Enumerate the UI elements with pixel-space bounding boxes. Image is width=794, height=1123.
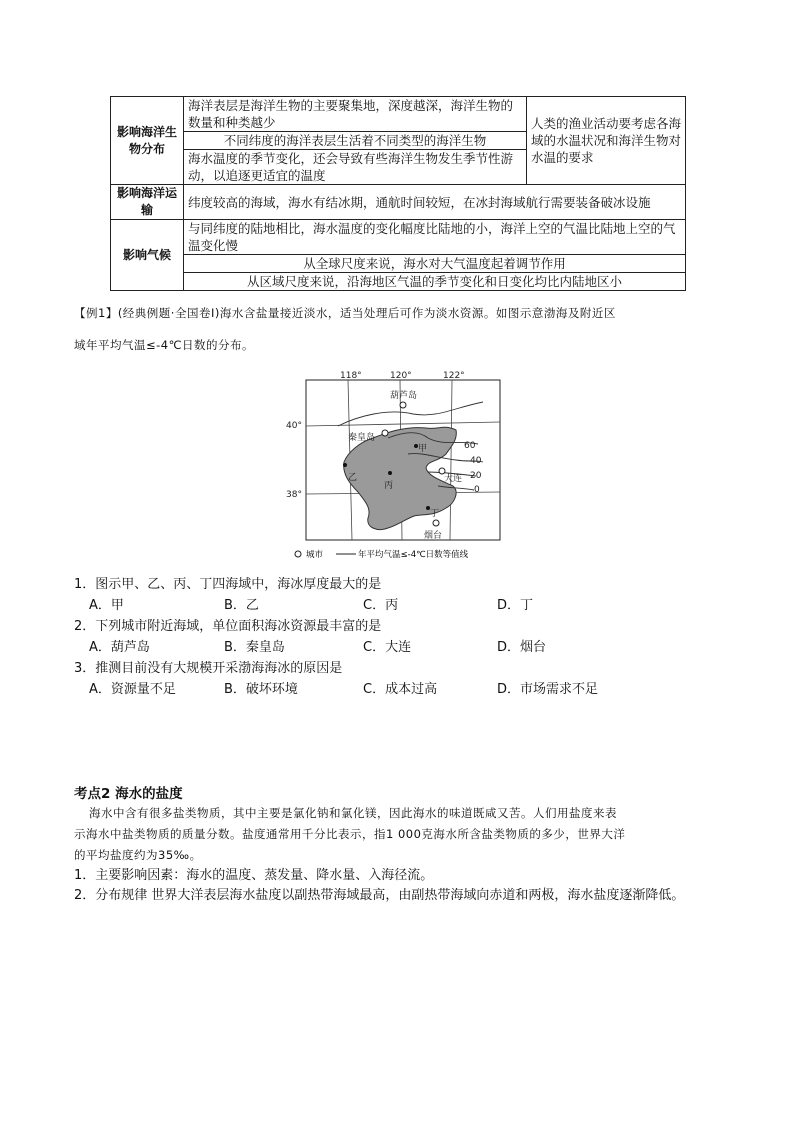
option: D．丁 [497,598,534,613]
option: C．大连 [363,640,412,655]
table-row [111,220,686,255]
city-label: 葫芦岛 [390,391,418,401]
option: D．市场需求不足 [497,682,599,697]
option: C．成本过高 [363,682,438,697]
lon-label: 118° [340,371,362,381]
table-cell: 与同纬度的陆地相比，海水温度的变化幅度比陆地的小，海洋上空的气温比陆地上空的气温变化慢 [184,220,686,255]
point-label: 乙 [348,473,358,483]
lon-label: 122° [443,371,465,381]
row-head-transport: 影响海洋运输 [111,185,184,220]
isoline-label: 20 [470,471,482,481]
option: C．丙 [363,598,399,613]
isoline-label: 0 [474,485,480,495]
section-paragraph: 示海水中盐类物质的质量分数。盐度通常用千分比表示，指1 000克海水所含盐类物质的多少，世界大洋 [74,827,626,841]
question-stem: 2．下列城市附近海域，单位面积海冰资源最丰富的是 [74,619,382,634]
option: B．破坏环境 [224,682,298,697]
isoline-label: 40 [470,456,482,466]
example-line1: 【例1】(经典例题·全国卷Ⅰ)海水含盐量接近淡水，适当处理后可作为淡水资源。如图示意渤海及附近区 [74,306,616,320]
table-cell: 从区域尺度来说，沿海地区气温的季节变化和日变化均比内陆地区小 [184,273,686,291]
legend-isoline: 年平均气温≤-4℃日数等值线 [358,550,469,560]
city-label: 烟台 [424,531,443,541]
point-label: 甲 [418,444,428,454]
question-stem: 3．推测目前没有大规模开采渤海海冰的原因是 [74,661,343,676]
table-row [111,185,686,220]
section-paragraph: 的平均盐度约为35‰。 [74,848,202,862]
isoline-label: 60 [464,441,476,451]
ocean-effects-table [110,96,686,291]
table-cell: 海水温度的季节变化，还会导致有些海洋生物发生季节性游动，以追逐更适宜的温度 [184,150,527,185]
option: D．烟台 [497,640,547,655]
lat-label: 38° [286,490,302,500]
section-paragraph: 海水中含有很多盐类物质，其中主要是氯化钠和氯化镁，因此海水的味道既咸又苦。人们用盐度来表 [89,806,617,820]
table-cell: 纬度较高的海域，海水有结冰期，通航时间较短，在冰封海域航行需要装备破冰设施 [184,185,686,220]
option: A．葫芦岛 [89,640,150,655]
table-row [111,97,686,132]
table-cell: 海洋表层是海洋生物的主要聚集地，深度越深，海洋生物的数量和种类越少 [184,97,527,132]
option: A．资源量不足 [89,682,176,697]
section-item: 1．主要影响因素：海水的温度、蒸发量、降水量、入海径流。 [74,868,434,883]
bohai-map [278,368,508,563]
city-label: 大连 [444,474,463,484]
lat-label: 40° [286,421,302,431]
table-cell: 不同纬度的海洋表层生活着不同类型的海洋生物 [184,132,527,150]
point-label: 丁 [430,509,440,519]
example-line2: 域年平均气温≤-4℃日数的分布。 [74,338,255,352]
option: A．甲 [89,598,124,613]
row-head-biology: 影响海洋生物分布 [111,97,184,185]
lon-label: 120° [390,371,412,381]
row-head-climate: 影响气候 [111,220,184,291]
table-row [111,255,686,273]
section-item: 2．分布规律 世界大洋表层海水盐度以副热带海域最高，由副热带海域向赤道和两极，海水盐度逐渐降低。 [74,888,685,903]
section-title: 考点2 海水的盐度 [74,786,183,802]
question-stem: 1．图示甲、乙、丙、丁四海域中，海冰厚度最大的是 [74,577,382,592]
table-row [111,273,686,291]
option: B．秦皇岛 [224,640,285,655]
table-cell: 从全球尺度来说，海水对大气温度起着调节作用 [184,255,686,273]
point-label: 丙 [384,481,394,491]
legend-city: 城市 [306,550,324,560]
city-label: 秦皇岛 [348,433,376,443]
table-note: 人类的渔业活动要考虑各海域的水温状况和海洋生物对水温的要求 [527,97,686,185]
option: B．乙 [224,598,259,613]
